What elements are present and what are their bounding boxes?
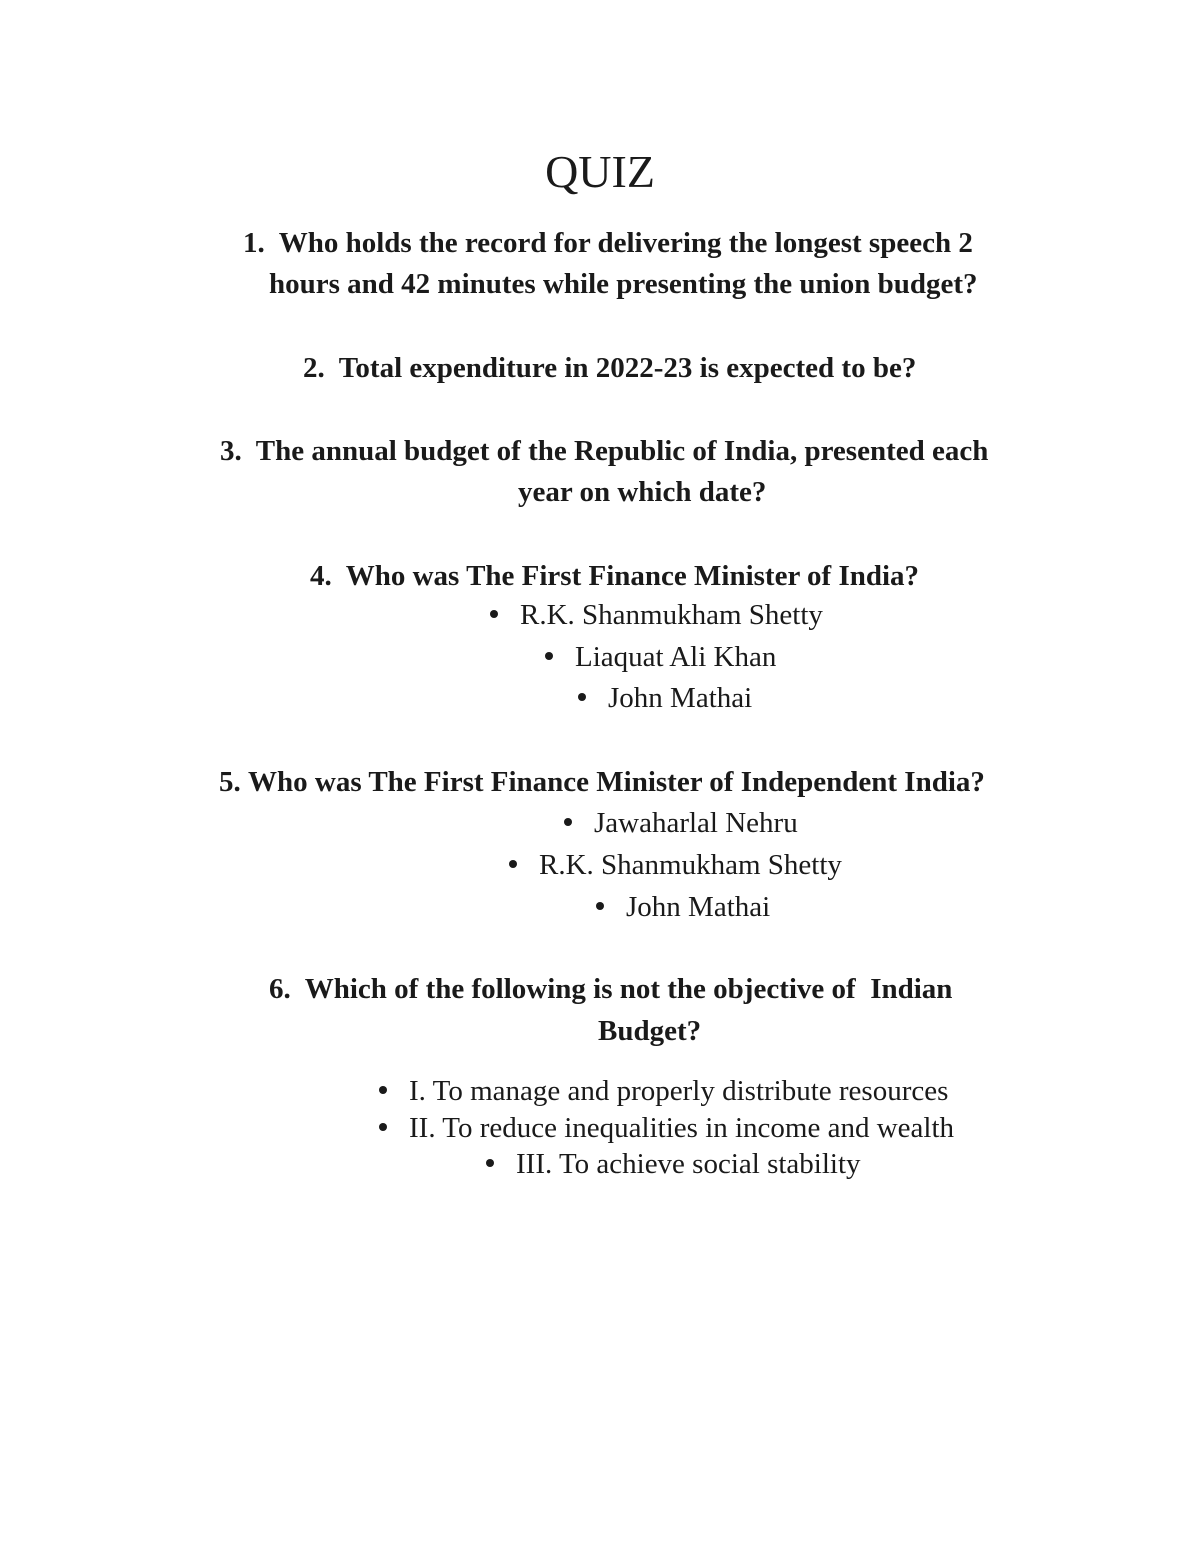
question-1-text-2: hours and 42 minutes while presenting the union budget? [269, 268, 978, 300]
question-5-line-1 [219, 762, 985, 802]
question-1-text-1: Who holds the record for delivering the longest speech 2 [278, 227, 973, 259]
option-text: R.K. Shanmukham Shetty [520, 599, 823, 631]
bullet-icon [486, 1159, 494, 1167]
bullet-icon [490, 610, 498, 618]
question-4-option-3 [578, 678, 752, 718]
question-4-number: 4. [310, 560, 332, 592]
bullet-icon [379, 1086, 387, 1094]
question-4-line-1 [310, 556, 919, 596]
question-6-text-2: Budget? [598, 1015, 702, 1047]
bullet-icon [379, 1123, 387, 1131]
bullet-icon [545, 652, 553, 660]
question-6-line-1 [269, 969, 952, 1009]
question-2-text-1: Total expenditure in 2022-23 is expected to be? [338, 352, 917, 384]
question-2-number: 2. [303, 352, 325, 384]
question-2-line-1 [303, 348, 916, 388]
option-text: R.K. Shanmukham Shetty [539, 849, 842, 881]
option-text: John Mathai [608, 682, 753, 714]
question-5-number: 5. [219, 766, 241, 798]
option-text: Liaquat Ali Khan [575, 641, 777, 673]
question-6-option-1 [379, 1071, 948, 1111]
question-4-text-1: Who was The First Finance Minister of India? [345, 560, 920, 592]
bullet-icon [596, 902, 604, 910]
question-5-option-2 [509, 845, 842, 885]
bullet-icon [578, 693, 586, 701]
question-3-text-2: year on which date? [518, 476, 767, 508]
option-text: III. To achieve social stability [516, 1148, 861, 1180]
question-1-line-1 [243, 223, 973, 263]
option-text: Jawaharlal Nehru [594, 807, 798, 839]
question-6-number: 6. [269, 973, 291, 1005]
question-3-number: 3. [220, 435, 242, 467]
question-6-option-2 [379, 1108, 954, 1148]
question-3-text-1: The annual budget of the Republic of India, presented each [255, 435, 989, 467]
bullet-icon [509, 860, 517, 868]
option-text: II. To reduce inequalities in income and wealth [409, 1112, 955, 1144]
question-4-option-1 [490, 595, 823, 635]
question-4-option-2 [545, 637, 776, 677]
question-1-number: 1. [243, 227, 265, 259]
question-6-option-3 [486, 1144, 861, 1184]
question-5-option-1 [564, 803, 798, 843]
option-text: John Mathai [626, 891, 771, 923]
question-3-line-1 [220, 431, 988, 471]
question-5-text-1: Who was The First Finance Minister of Independent India? [248, 766, 985, 798]
bullet-icon [564, 818, 572, 826]
question-5-option-3 [596, 887, 770, 927]
question-6-text-1: Which of the following is not the objective of Indian [304, 973, 953, 1005]
option-text: I. To manage and properly distribute resources [409, 1075, 949, 1107]
page-title: QUIZ [545, 146, 655, 197]
